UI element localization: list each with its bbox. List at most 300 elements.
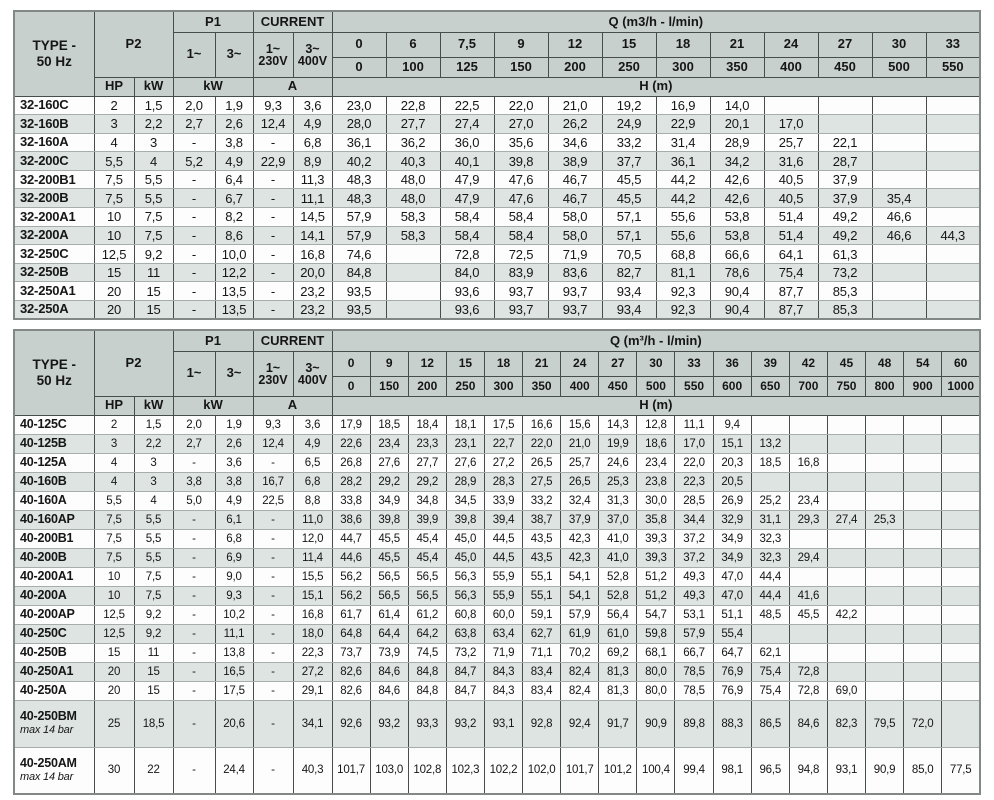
head-value-cell (827, 643, 865, 662)
pump-type-cell: 40-200B (14, 548, 94, 567)
head-value-cell: 58,3 (386, 226, 440, 245)
current-3phase-cell: 4,9 (293, 434, 332, 453)
head-value-cell: 40,3 (386, 152, 440, 171)
p2-hp-cell: 10 (94, 208, 134, 227)
p1-3phase-cell: 1,9 (215, 96, 253, 115)
head-value-cell: 49,3 (675, 567, 713, 586)
current-1phase-cell: - (253, 245, 293, 264)
h-meters-header: H (m) (332, 396, 980, 415)
pump-type-cell: 32-160C (14, 96, 94, 115)
current-unit-header: A (253, 77, 332, 96)
head-value-cell: 45,4 (408, 529, 446, 548)
head-value-cell: 31,4 (656, 133, 710, 152)
head-value-cell: 92,8 (523, 700, 561, 747)
p2-kw-cell: 4 (134, 152, 173, 171)
head-value-cell: 44,3 (926, 226, 980, 245)
current-1phase-cell: - (253, 529, 293, 548)
p2-kw-cell: 1,5 (134, 96, 173, 115)
head-value-cell: 42,3 (561, 529, 599, 548)
head-value-cell: 81,1 (656, 263, 710, 282)
head-value-cell: 82,6 (332, 681, 370, 700)
current-3phase-cell: 29,1 (293, 681, 332, 700)
head-value-cell: 25,7 (561, 453, 599, 472)
q-lmin-tick: 125 (440, 57, 494, 77)
head-value-cell: 69,2 (599, 643, 637, 662)
p2-kw-cell: 3 (134, 453, 173, 472)
p2-kw-cell: 18,5 (134, 700, 173, 747)
p2-hp-cell: 5,5 (94, 491, 134, 510)
head-value-cell: 48,0 (386, 170, 440, 189)
head-value-cell: 64,1 (764, 245, 818, 264)
head-value-cell: 61,7 (332, 605, 370, 624)
head-value-cell: 36,2 (386, 133, 440, 152)
head-value-cell: 84,6 (370, 681, 408, 700)
head-value-cell: 93,4 (602, 282, 656, 301)
head-value-cell: 78,5 (675, 662, 713, 681)
p2-hp-cell: 2 (94, 415, 134, 434)
head-value-cell (827, 529, 865, 548)
head-value-cell: 48,3 (332, 170, 386, 189)
pump-type-cell: 32-250B (14, 263, 94, 282)
head-value-cell: 90,4 (710, 301, 764, 320)
q-lmin-tick: 500 (637, 376, 675, 396)
p2-hp-cell: 15 (94, 643, 134, 662)
head-value-cell: 73,2 (446, 643, 484, 662)
head-value-cell: 27,7 (408, 453, 446, 472)
head-value-cell: 74,6 (332, 245, 386, 264)
head-value-cell: 45,0 (446, 548, 484, 567)
q-m3h-tick: 18 (484, 351, 522, 376)
head-value-cell: 59,1 (523, 605, 561, 624)
q-m3h-tick: 9 (494, 32, 548, 57)
head-value-cell: 40,1 (440, 152, 494, 171)
head-value-cell: 26,5 (561, 472, 599, 491)
head-value-cell: 41,0 (599, 529, 637, 548)
head-value-cell: 66,6 (710, 245, 764, 264)
p2-hp-cell: 4 (94, 453, 134, 472)
current-1phase-cell: - (253, 700, 293, 747)
head-value-cell: 44,6 (332, 548, 370, 567)
head-value-cell (904, 586, 942, 605)
head-value-cell (866, 548, 904, 567)
p2-hp-cell: 20 (94, 662, 134, 681)
head-value-cell: 43,5 (523, 548, 561, 567)
head-value-cell: 18,1 (446, 415, 484, 434)
head-value-cell (942, 529, 980, 548)
head-value-cell: 40,2 (332, 152, 386, 171)
p1-1phase-cell: - (173, 681, 215, 700)
head-value-cell: 93,7 (548, 301, 602, 320)
q-lmin-tick: 350 (523, 376, 561, 396)
head-value-cell: 56,2 (332, 586, 370, 605)
head-value-cell (789, 624, 827, 643)
pump-type-cell: 32-200B1 (14, 170, 94, 189)
head-value-cell: 34,4 (675, 510, 713, 529)
head-value-cell (926, 96, 980, 115)
head-value-cell: 82,7 (602, 263, 656, 282)
head-value-cell: 26,5 (523, 453, 561, 472)
p2-hp-cell: 4 (94, 472, 134, 491)
head-value-cell (926, 170, 980, 189)
head-value-cell: 32,4 (561, 491, 599, 510)
pump-type-cell: 32-250A (14, 301, 94, 320)
head-value-cell: 32,3 (751, 548, 789, 567)
head-value-cell (764, 96, 818, 115)
p1-1phase-cell: - (173, 643, 215, 662)
head-value-cell (789, 567, 827, 586)
pump-type-cell: 40-160A (14, 491, 94, 510)
head-value-cell (866, 624, 904, 643)
head-value-cell: 46,6 (872, 226, 926, 245)
p1-3phase-cell: 4,9 (215, 152, 253, 171)
p1-1phase-cell: 5,2 (173, 152, 215, 171)
head-value-cell: 72,8 (789, 681, 827, 700)
head-value-cell: 56,5 (408, 586, 446, 605)
head-value-cell: 60,0 (484, 605, 522, 624)
head-value-cell (942, 662, 980, 681)
head-value-cell: 71,9 (548, 245, 602, 264)
p1-1phase-cell: - (173, 624, 215, 643)
p1-1phase-cell: - (173, 453, 215, 472)
head-value-cell: 22,0 (675, 453, 713, 472)
head-value-cell (942, 567, 980, 586)
pump-row (14, 472, 980, 491)
current-1phase-cell: 16,7 (253, 472, 293, 491)
head-value-cell: 15,1 (713, 434, 751, 453)
head-value-cell: 93,5 (332, 301, 386, 320)
current-1phase-cell: - (253, 453, 293, 472)
head-value-cell: 27,7 (386, 115, 440, 134)
head-value-cell: 47,6 (494, 170, 548, 189)
head-value-cell: 58,3 (386, 208, 440, 227)
pump-type-cell: 40-250C (14, 624, 94, 643)
p2-hp-cell: 30 (94, 747, 134, 794)
head-value-cell (904, 567, 942, 586)
head-value-cell: 17,5 (484, 415, 522, 434)
head-value-cell (866, 472, 904, 491)
head-value-cell: 39,8 (370, 510, 408, 529)
head-value-cell (872, 263, 926, 282)
pump-type-cell: 40-250BM max 14 bar (14, 700, 94, 747)
pump-row (14, 567, 980, 586)
p2-kw-cell: 22 (134, 747, 173, 794)
pump-row (14, 662, 980, 681)
head-value-cell (386, 301, 440, 320)
p1-1phase-cell: - (173, 747, 215, 794)
pump-type-cell: 40-250AM max 14 bar (14, 747, 94, 794)
head-value-cell: 87,7 (764, 301, 818, 320)
q-lmin-tick: 1000 (942, 376, 980, 396)
p1-3phase-cell: 9,3 (215, 586, 253, 605)
head-value-cell: 37,9 (818, 170, 872, 189)
head-value-cell: 48,0 (386, 189, 440, 208)
head-value-cell: 84,3 (484, 681, 522, 700)
q-m3h-tick: 18 (656, 32, 710, 57)
head-value-cell: 72,8 (789, 662, 827, 681)
pump-type-cell: 32-200A (14, 226, 94, 245)
head-value-cell: 84,7 (446, 662, 484, 681)
head-value-cell: 58,4 (494, 208, 548, 227)
head-value-cell: 93,2 (370, 700, 408, 747)
pump-row (14, 548, 980, 567)
head-value-cell: 73,9 (370, 643, 408, 662)
p2-kw-cell: 7,5 (134, 567, 173, 586)
head-value-cell: 93,3 (408, 700, 446, 747)
p1-1phase-cell: 2,7 (173, 434, 215, 453)
pump-type-cell: 40-200A (14, 586, 94, 605)
head-value-cell: 72,5 (494, 245, 548, 264)
pump-row (14, 643, 980, 662)
head-value-cell: 75,4 (751, 662, 789, 681)
head-value-cell: 29,2 (408, 472, 446, 491)
pump-row (14, 624, 980, 643)
q-lmin-tick: 200 (548, 57, 602, 77)
h-meters-header: H (m) (332, 77, 980, 96)
p1-3phase-cell: 6,8 (215, 529, 253, 548)
pump-row (14, 133, 980, 152)
head-value-cell (866, 681, 904, 700)
head-value-cell: 25,3 (866, 510, 904, 529)
p2-hp-cell: 12,5 (94, 245, 134, 264)
head-value-cell: 34,9 (713, 529, 751, 548)
p2-hp-cell: 12,5 (94, 624, 134, 643)
q-lmin-tick: 300 (656, 57, 710, 77)
head-value-cell: 40,5 (764, 189, 818, 208)
head-value-cell: 58,4 (440, 208, 494, 227)
head-value-cell: 15,6 (561, 415, 599, 434)
head-value-cell (872, 282, 926, 301)
head-value-cell (942, 453, 980, 472)
head-value-cell: 23,3 (408, 434, 446, 453)
current-3phase-cell: 11,3 (293, 170, 332, 189)
q-m3h-tick: 39 (751, 351, 789, 376)
head-value-cell: 85,3 (818, 282, 872, 301)
head-value-cell: 26,9 (713, 491, 751, 510)
head-value-cell: 33,2 (523, 491, 561, 510)
p2-kw-cell: 5,5 (134, 529, 173, 548)
head-value-cell (872, 115, 926, 134)
head-value-cell: 75,4 (751, 681, 789, 700)
q-m3h-tick: 42 (789, 351, 827, 376)
head-value-cell: 102,3 (446, 747, 484, 794)
q-m3h-tick: 27 (818, 32, 872, 57)
p1-3phase-cell: 8,6 (215, 226, 253, 245)
p2-kw-cell: 3 (134, 133, 173, 152)
pump-row (14, 96, 980, 115)
head-value-cell: 68,8 (656, 245, 710, 264)
current-3phase-cell: 14,1 (293, 226, 332, 245)
p2-hp-cell: 2 (94, 96, 134, 115)
pump-row (14, 226, 980, 245)
p2-kw-cell: 2,2 (134, 434, 173, 453)
head-value-cell: 51,4 (764, 208, 818, 227)
head-value-cell: 34,9 (713, 548, 751, 567)
head-value-cell (872, 170, 926, 189)
head-value-cell (872, 245, 926, 264)
current-3phase-cell: 15,1 (293, 586, 332, 605)
pump-row (14, 681, 980, 700)
p1-header: P1 (173, 11, 253, 32)
kw-unit-header: kW (134, 77, 173, 96)
pump-row (14, 434, 980, 453)
p1-1phase-cell: - (173, 189, 215, 208)
head-value-cell: 54,1 (561, 586, 599, 605)
head-value-cell: 27,6 (446, 453, 484, 472)
head-value-cell: 93,7 (494, 282, 548, 301)
head-value-cell: 29,2 (370, 472, 408, 491)
p1-3phase-cell: 10,2 (215, 605, 253, 624)
head-value-cell: 47,9 (440, 189, 494, 208)
q-m3h-tick: 21 (523, 351, 561, 376)
pump-row (14, 245, 980, 264)
head-value-cell: 37,7 (602, 152, 656, 171)
head-value-cell: 64,2 (408, 624, 446, 643)
p2-kw-cell: 2,2 (134, 115, 173, 134)
p1-3phase-cell: 6,9 (215, 548, 253, 567)
head-value-cell: 48,3 (332, 189, 386, 208)
head-value-cell: 78,6 (710, 263, 764, 282)
head-value-cell (386, 282, 440, 301)
head-value-cell: 100,4 (637, 747, 675, 794)
head-value-cell: 38,9 (548, 152, 602, 171)
p1-1phase-cell: - (173, 282, 215, 301)
head-value-cell: 75,4 (764, 263, 818, 282)
head-value-cell: 34,6 (548, 133, 602, 152)
current-1phase-cell: - (253, 133, 293, 152)
current-3phase-cell: 11,1 (293, 189, 332, 208)
q-lmin-tick: 550 (926, 57, 980, 77)
q-m3h-tick: 6 (386, 32, 440, 57)
head-value-cell: 20,1 (710, 115, 764, 134)
q-m3h-tick: 9 (370, 351, 408, 376)
head-value-cell (904, 453, 942, 472)
head-value-cell: 19,2 (602, 96, 656, 115)
head-value-cell: 51,1 (713, 605, 751, 624)
head-value-cell: 25,2 (751, 491, 789, 510)
head-value-cell: 33,9 (484, 491, 522, 510)
p1-1phase-cell: - (173, 567, 215, 586)
head-value-cell: 33,2 (602, 133, 656, 152)
head-value-cell (827, 491, 865, 510)
head-value-cell: 46,6 (872, 208, 926, 227)
q-m3h-tick: 30 (637, 351, 675, 376)
pump-type-cell: 40-200B1 (14, 529, 94, 548)
current-header: CURRENT (253, 330, 332, 351)
current-1phase-cell: - (253, 189, 293, 208)
p2-header: P2 (94, 11, 173, 77)
head-value-cell (827, 567, 865, 586)
head-value-cell: 18,6 (637, 434, 675, 453)
head-value-cell: 57,1 (602, 208, 656, 227)
head-value-cell: 78,5 (675, 681, 713, 700)
head-value-cell (942, 434, 980, 453)
head-value-cell: 18,4 (408, 415, 446, 434)
current-3phase-cell: 3,6 (293, 415, 332, 434)
q-header: Q (m³/h - l/min) (332, 330, 980, 351)
q-lmin-tick: 0 (332, 376, 370, 396)
head-value-cell: 27,6 (370, 453, 408, 472)
head-value-cell: 33,8 (332, 491, 370, 510)
head-value-cell: 98,1 (713, 747, 751, 794)
p1-3phase-cell: 13,5 (215, 282, 253, 301)
head-value-cell: 61,3 (818, 245, 872, 264)
head-value-cell: 23,4 (637, 453, 675, 472)
head-value-cell (866, 586, 904, 605)
p2-hp-cell: 7,5 (94, 189, 134, 208)
head-value-cell: 39,3 (637, 548, 675, 567)
head-value-cell: 12,8 (637, 415, 675, 434)
head-value-cell (872, 133, 926, 152)
head-value-cell: 11,1 (675, 415, 713, 434)
head-value-cell: 94,8 (789, 747, 827, 794)
head-value-cell (866, 605, 904, 624)
head-value-cell: 68,1 (637, 643, 675, 662)
head-value-cell: 61,4 (370, 605, 408, 624)
head-value-cell (926, 301, 980, 320)
head-value-cell: 42,3 (561, 548, 599, 567)
head-value-cell (872, 96, 926, 115)
head-value-cell: 16,8 (789, 453, 827, 472)
current-3phase-400v-header: 3~ 400V (293, 32, 332, 77)
head-value-cell: 93,1 (484, 700, 522, 747)
p2-hp-cell: 10 (94, 567, 134, 586)
head-value-cell: 26,2 (548, 115, 602, 134)
current-1phase-cell: - (253, 226, 293, 245)
q-m3h-tick: 0 (332, 32, 386, 57)
head-value-cell: 53,8 (710, 226, 764, 245)
head-value-cell: 24,9 (602, 115, 656, 134)
head-value-cell: 93,2 (446, 700, 484, 747)
head-value-cell: 93,7 (494, 301, 548, 320)
q-lmin-tick: 700 (789, 376, 827, 396)
head-value-cell: 42,2 (827, 605, 865, 624)
head-value-cell: 31,1 (751, 510, 789, 529)
p2-kw-cell: 5,5 (134, 548, 173, 567)
current-1phase-cell: - (253, 662, 293, 681)
p2-kw-cell: 15 (134, 662, 173, 681)
head-value-cell: 64,4 (370, 624, 408, 643)
p1-1phase-cell: 2,0 (173, 415, 215, 434)
q-m3h-tick: 7,5 (440, 32, 494, 57)
head-value-cell (872, 301, 926, 320)
pump-type-cell: 40-200A1 (14, 567, 94, 586)
head-value-cell: 39,8 (494, 152, 548, 171)
current-1phase-cell: 9,3 (253, 96, 293, 115)
p1-1phase-header: 1~ (173, 351, 215, 396)
current-1phase-cell: - (253, 605, 293, 624)
q-m3h-tick: 24 (764, 32, 818, 57)
head-value-cell: 84,7 (446, 681, 484, 700)
head-value-cell: 61,2 (408, 605, 446, 624)
q-m3h-tick: 12 (548, 32, 602, 57)
head-value-cell (942, 548, 980, 567)
head-value-cell: 28,9 (710, 133, 764, 152)
pump-row (14, 510, 980, 529)
pump-row (14, 415, 980, 434)
head-value-cell: 27,4 (440, 115, 494, 134)
head-value-cell: 72,8 (440, 245, 494, 264)
head-value-cell (866, 643, 904, 662)
head-value-cell: 57,9 (561, 605, 599, 624)
head-value-cell: 30,0 (637, 491, 675, 510)
q-lmin-tick: 100 (386, 57, 440, 77)
p1-unit-header: kW (173, 77, 253, 96)
head-value-cell: 36,1 (332, 133, 386, 152)
head-value-cell: 22,1 (818, 133, 872, 152)
head-value-cell: 96,5 (751, 747, 789, 794)
head-value-cell: 70,2 (561, 643, 599, 662)
head-value-cell: 93,1 (827, 747, 865, 794)
